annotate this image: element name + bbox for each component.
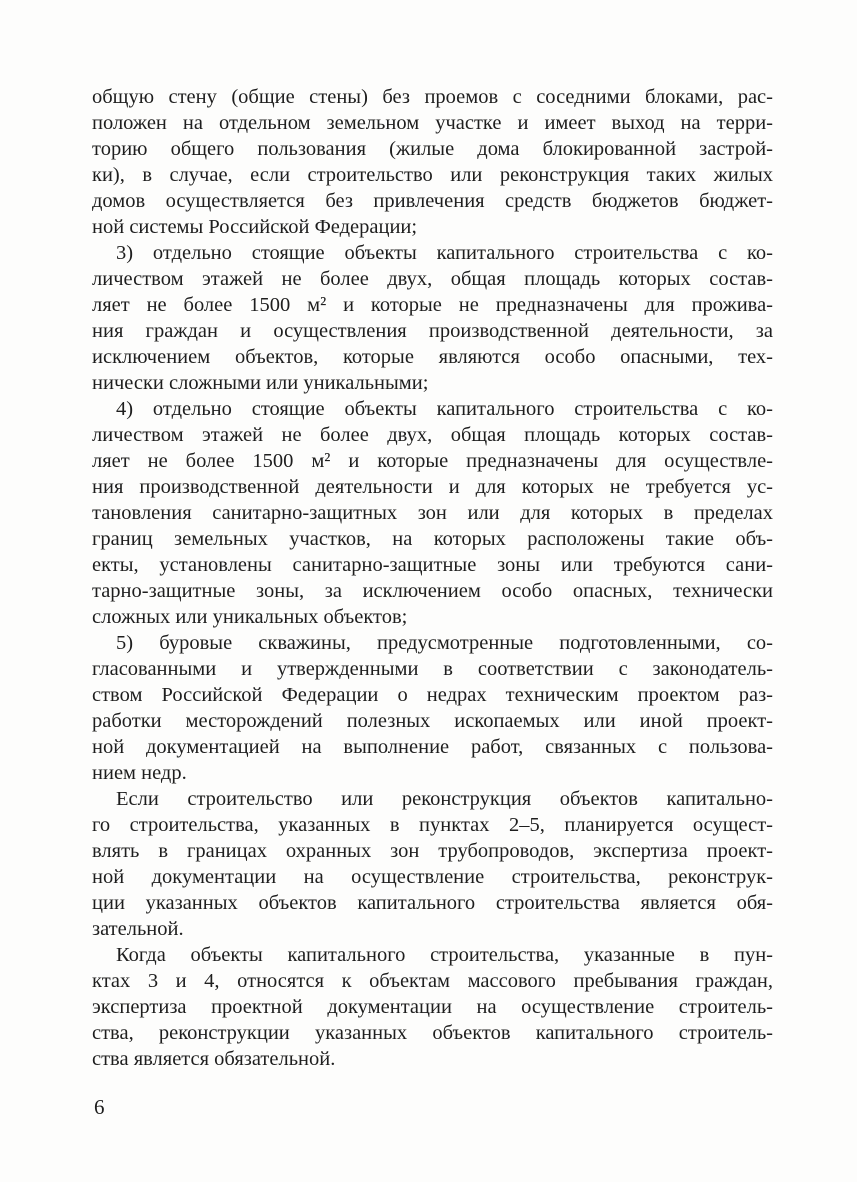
text-line: зательной. (92, 918, 184, 940)
paragraph (92, 396, 773, 630)
text-line: ляет не более 1500 м² и которые предназначены для осуществле- (92, 450, 773, 472)
text-line: влять в границах охранных зон трубопроводов, экспертиза проект- (92, 840, 773, 862)
text-line: ки), в случае, если строительство или реконструкция таких жилых (92, 164, 773, 186)
text-line: 4) отдельно стоящие объекты капитального строительства с ко- (116, 398, 773, 420)
text-line: 3) отдельно стоящие объекты капитального строительства с ко- (116, 242, 773, 264)
text-line: положен на отдельном земельном участке и имеет выход на терри- (92, 112, 773, 134)
text-line: ства, реконструкции указанных объектов капитального строитель- (92, 1022, 773, 1044)
text-line: тарно-защитные зоны, за исключением особо опасных, технически (92, 580, 773, 602)
text-line: экспертиза проектной документации на осуществление строитель- (92, 996, 773, 1018)
text-line: го строительства, указанных в пунктах 2–5, планируется осущест- (92, 814, 773, 836)
text-line: ляет не более 1500 м² и которые не предназначены для прожива- (92, 294, 773, 316)
text-line: ктах 3 и 4, относятся к объектам массового пребывания граждан, (92, 970, 773, 992)
text-line: тановления санитарно-защитных зон или для которых в пределах (92, 502, 773, 524)
text-line: ной документации на осуществление строительства, реконструк- (92, 866, 773, 888)
text-line: личеством этажей не более двух, общая площадь которых состав- (92, 424, 773, 446)
text-line: работки месторождений полезных ископаемых или иной проект- (92, 710, 773, 732)
text-line: 5) буровые скважины, предусмотренные подготовленными, со- (116, 632, 773, 654)
text-line: нически сложными или уникальными; (92, 372, 429, 394)
text-line: Если строительство или реконструкция объектов капитально- (116, 788, 773, 810)
text-line: Когда объекты капитального строительства, указанные в пун- (116, 944, 773, 966)
text-line: екты, установлены санитарно-защитные зоны или требуются сани- (92, 554, 773, 576)
text-line: торию общего пользования (жилые дома блокированной застрой- (92, 138, 773, 160)
page-number: 6 (94, 1095, 105, 1119)
text-line: общую стену (общие стены) без проемов с соседними блоками, рас- (92, 86, 773, 108)
paragraph (92, 630, 773, 786)
paragraph (92, 84, 773, 240)
text-line: сложных или уникальных объектов; (92, 606, 408, 628)
text-line: исключением объектов, которые являются особо опасными, тех- (92, 346, 773, 368)
text-line: ния производственной деятельности и для которых не требуется ус- (92, 476, 773, 498)
paragraph (92, 240, 773, 396)
text-line: ства является обязательной. (92, 1048, 336, 1070)
paragraph (92, 786, 773, 942)
text-line: ной документацией на выполнение работ, связанных с пользова- (92, 736, 773, 758)
text-line: границ земельных участков, на которых расположены такие объ- (92, 528, 773, 550)
text-line: ством Российской Федерации о недрах техническим проектом раз- (92, 684, 773, 706)
text-line: нием недр. (92, 762, 187, 784)
text-block (92, 84, 773, 1072)
text-line: гласованными и утвержденными в соответствии с законодатель- (92, 658, 773, 680)
text-line: ния граждан и осуществления производственной деятельности, за (92, 320, 773, 342)
text-line: ции указанных объектов капитального строительства является обя- (92, 892, 773, 914)
text-line: личеством этажей не более двух, общая площадь которых состав- (92, 268, 773, 290)
text-line: домов осуществляется без привлечения средств бюджетов бюджет- (92, 190, 773, 212)
text-line: ной системы Российской Федерации; (92, 216, 418, 238)
paragraph (92, 942, 773, 1072)
